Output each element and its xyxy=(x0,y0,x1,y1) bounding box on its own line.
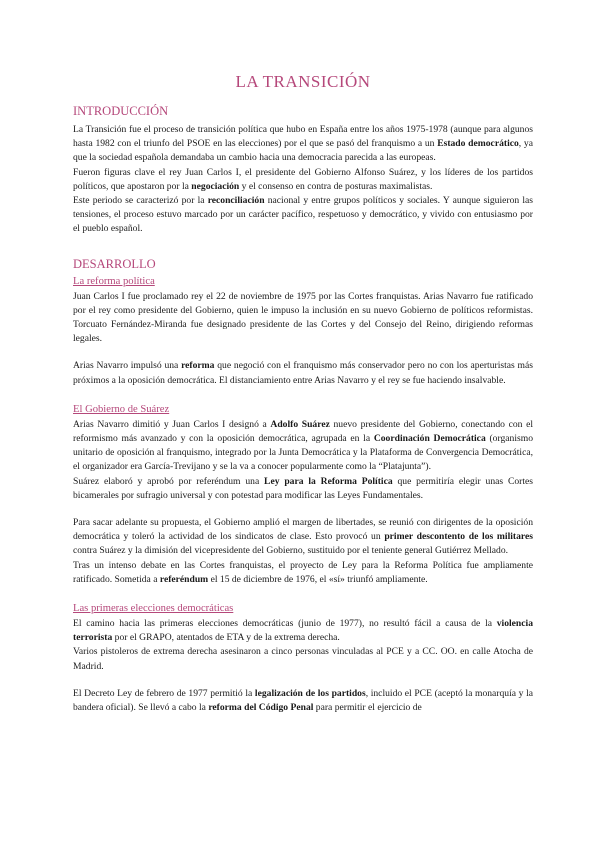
intro-paragraph-1: La Transición fue el proceso de transición política que hubo en España entre los años 1975-1978 (aunque para algunos hasta 1982 con el triunfo del PSOE en las elecciones) por el que se pasó del franquismo a un Estado democrático, ya que la sociedad española demandaba un cambio hacia una democracia parecida a las europeas. xyxy=(73,124,533,164)
document-title: LA TRANSICIÓN xyxy=(235,72,371,91)
elecciones-paragraph-2: Varios pistoleros de extrema derecha asesinaron a cinco personas vinculadas al PCE y a CC. OO. en calle Atocha de Madrid. xyxy=(73,646,533,672)
suarez-paragraph-1: Arias Navarro dimitió y Juan Carlos I designó a Adolfo Suárez nuevo presidente del Gobierno, conectando con el reformismo más avanzado y con la oposición democrática, agrupada en la Coordinación Democrática (organismo unitario de oposición al franquismo, integrado por la Junta Democrática y la Plataforma de Convergencia Democrática, el organizador era García-Trevijano y se la va a conocer popularmente como la “Platajunta”). xyxy=(73,418,534,473)
elecciones-paragraph-3: El Decreto Ley de febrero de 1977 permitió la legalización de los partidos, incluido el PCE (aceptó la monarquía y la bandera oficial). Se llevó a cabo la reforma del Código Penal para permitir el ejercicio de xyxy=(73,687,534,714)
subheading-primeras-elecciones: Las primeras elecciones democráticas xyxy=(73,603,234,615)
section-heading-desarrollo: DESARROLLO xyxy=(73,256,156,271)
intro-paragraph-2: Fueron figuras clave el rey Juan Carlos I, el presidente del Gobierno Alfonso Suárez, y los líderes de los partidos políticos, que apostaron por la negociación y el consenso en contra de posturas maximalistas. xyxy=(73,166,533,192)
document-page xyxy=(73,72,533,715)
subheading-gobierno-suarez: El Gobierno de Suárez xyxy=(73,403,170,415)
suarez-paragraph-4: Tras un intenso debate en las Cortes franquistas, el proyecto de Ley para la Reforma Política fue ampliamente ratificado. Sometida a referéndum el 15 de diciembre de 1976, el «sí» triunfó ampliamente. xyxy=(73,559,533,585)
reforma-paragraph-2: Arias Navarro impulsó una reforma que negoció con el franquismo más conservador pero no con los aperturistas más próximos a la oposición democrática. El distanciamiento entre Arias Navarro y el rey se fue haciendo insalvable. xyxy=(73,360,533,386)
subheading-reforma-politica: La reforma política xyxy=(73,275,155,287)
suarez-paragraph-3: Para sacar adelante su propuesta, el Gobierno amplió el margen de libertades, se reunió con dirigentes de la oposición democrática y toleró la actividad de los sindicatos de clase. Esto provocó un primer descontento de los militares contra Suárez y la dimisión del vicepresidente del Gobierno, sustituido por el teniente general Gutiérrez Mellado. xyxy=(73,517,533,557)
intro-paragraph-3: Este periodo se caracterizó por la reconciliación nacional y entre grupos políticos y sociales. Y aunque siguieron las tensiones, el proceso estuvo marcado por un carácter pacífico, respetuoso y democrático, y vivido con entusiasmo por el pueblo español. xyxy=(73,195,534,235)
section-heading-introduccion: INTRODUCCIÓN xyxy=(73,104,169,118)
suarez-paragraph-2: Suárez elaboró y aprobó por referéndum una Ley para la Reforma Política que permitiría elegir unas Cortes bicamerales por sufragio universal y con potestad para modificar las Leyes Fundamentales. xyxy=(73,475,533,501)
reforma-paragraph-1: Juan Carlos I fue proclamado rey el 22 de noviembre de 1975 por las Cortes franquistas. Arias Navarro fue ratificado por el rey como presidente del Gobierno, quien le impuso la inclusión en su nuevo Gobierno de políticos reformistas. Torcuato Fernández-Miranda fue designado presidente de las Cortes y del Consejo del Reino, dirigiendo reformas legales. xyxy=(73,290,533,345)
elecciones-paragraph-1: El camino hacia las primeras elecciones democráticas (junio de 1977), no resultó fácil a causa de la violencia terrorista por el GRAPO, atentados de ETA y de la extrema derecha. xyxy=(73,618,533,644)
